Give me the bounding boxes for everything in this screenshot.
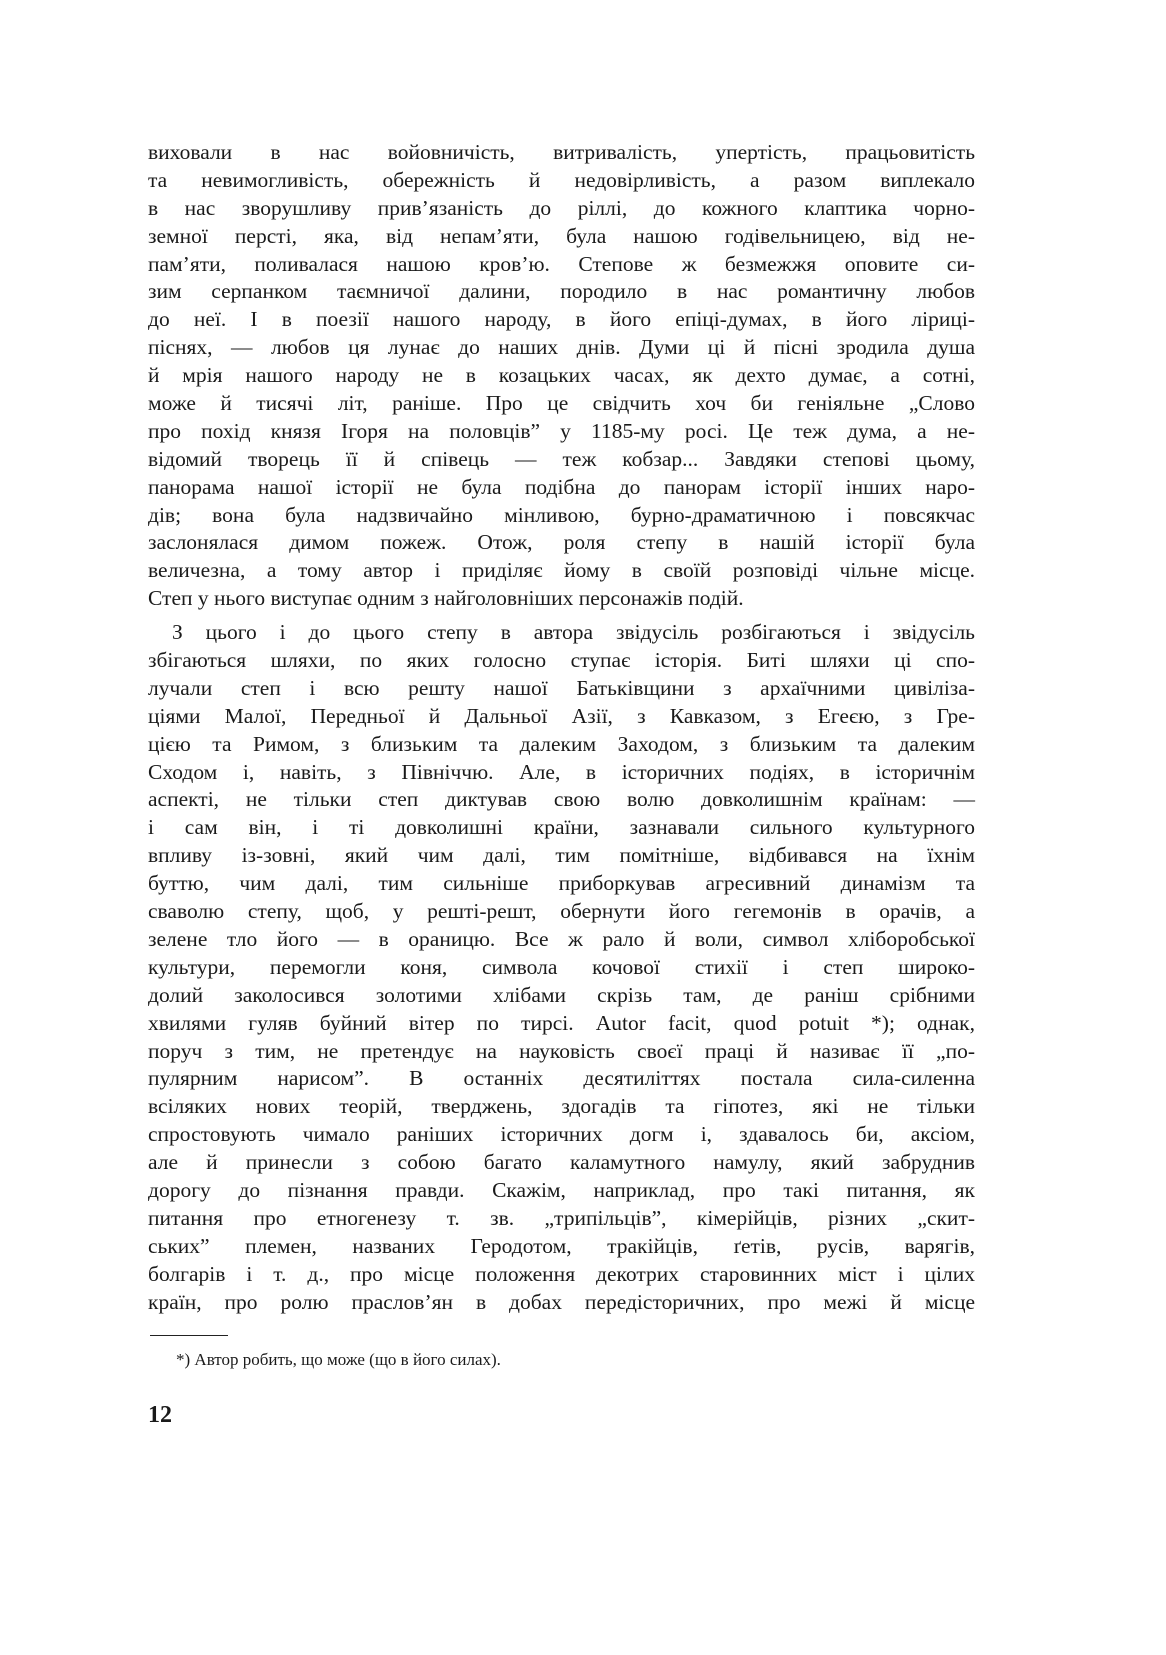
paragraph	[148, 139, 975, 613]
text-line: та невимогливість, обережність й недовірливість, а разом виплекало	[148, 167, 975, 192]
text-line: країн, про ролю праслов’ян в добах передісторичних, про межі й місце	[148, 1289, 975, 1314]
body-text	[148, 139, 975, 1322]
text-line: про похід князя Ігоря на половців” у 1185-му росі. Це теж дума, а не-	[148, 418, 975, 443]
paragraph	[148, 619, 975, 1316]
text-line: зелене тло його — в ораницю. Все ж рало й воли, символ хліборобської	[148, 926, 975, 951]
text-line: виховали в нас войовничість, витривалість, упертість, працьовитість	[148, 140, 975, 164]
text-line: Степ у нього виступає одним з найголовніших персонажів подій.	[148, 586, 744, 611]
text-line: Сходом і, навіть, з Північчю. Але, в історичних подіях, в історичнім	[148, 759, 975, 784]
text-line: ціями Малої, Передньої й Дальньої Азії, з Кавказом, з Егеєю, з Гре-	[148, 703, 975, 728]
text-line: аспекті, не тільки степ диктував свою волю довколишнім країнам: —	[148, 787, 975, 812]
text-line: може й тисячі літ, раніше. Про це свідчить хоч би геніяльне „Слово	[148, 391, 975, 416]
text-line: дів; вона була надзвичайно мінливою, бурно-драматичною і повсякчас	[148, 502, 975, 527]
text-line: зим серпанком таємничої далини, породило в нас романтичну любов	[148, 279, 975, 304]
text-line: З цього і до цього степу в автора звідусіль розбігаються і звідусіль	[172, 620, 975, 645]
text-line: ських” племен, названих Геродотом, тракійців, ґетів, русів, варягів,	[148, 1233, 975, 1258]
text-line: дорогу до пізнання правди. Скажім, наприклад, про такі питання, як	[148, 1177, 975, 1202]
text-line: заслонялася димом пожеж. Отож, роля степу в нашій історії була	[148, 530, 975, 555]
text-line: питання про етногенезу т. зв. „трипільців”, кімерійців, різних „скит-	[148, 1205, 975, 1230]
text-line: буттю, чим далі, тим сильніше приборкував агресивний динамізм та	[148, 871, 975, 896]
text-line: спростовують чимало раніших історичних догм і, здавалось би, аксіом,	[148, 1122, 975, 1147]
footnote: *) Автор робить, що може (що в його силах).	[176, 1350, 501, 1369]
text-line: поруч з тим, не претендує на науковість своєї праці й називає її „по-	[148, 1038, 975, 1063]
text-line: лучали степ і всю решту нашої Батьківщини з архаїчними цивіліза-	[148, 675, 975, 700]
text-line: величезна, а тому автор і приділяє йому в своїй розповіді чільне місце.	[148, 558, 975, 583]
text-line: земної персті, яка, від непам’яти, була нашою годівельницею, від не-	[148, 223, 975, 248]
text-line: пулярним нарисом”. В останніх десятиліттях постала сила-силенна	[148, 1066, 975, 1091]
text-line: відомий творець її й співець — теж кобзар... Завдяки степові цьому,	[148, 446, 975, 471]
text-line: й мрія нашого народу не в козацьких часах, як дехто думає, а сотні,	[148, 363, 975, 388]
page-number: 12	[148, 1402, 172, 1428]
text-line: до неї. І в поезії нашого народу, в його епіці-думах, в його ліриці-	[148, 307, 975, 332]
text-line: збігаються шляхи, по яких голосно ступає історія. Биті шляхи ці спо-	[148, 648, 975, 673]
footnote-rule	[150, 1335, 228, 1336]
text-line: пам’яти, поливалася нашою кров’ю. Степове ж безмежжя оповите си-	[148, 251, 975, 276]
text-line: впливу із-зовні, який чим далі, тим помітніше, відбивався на їхнім	[148, 843, 975, 868]
text-line: всіляких нових теорій, тверджень, здогадів та гіпотез, які не тільки	[148, 1094, 975, 1119]
text-line: але й принесли з собою багато каламутного намулу, який забруднив	[148, 1150, 975, 1175]
text-line: піснях, — любов ця лунає до наших днів. Думи ці й пісні зродила душа	[148, 335, 975, 360]
text-line: і сам він, і ті довколишні країни, зазнавали сильного культурного	[148, 815, 975, 840]
text-line: в нас зворушливу прив’язаність до ріллі, до кожного клаптика чорно-	[148, 195, 975, 220]
text-line: сваволю степу, щоб, у решті-решт, обернути його гегемонів в орачів, а	[148, 899, 975, 924]
text-line: цією та Римом, з близьким та далеким Заходом, з близьким та далеким	[148, 731, 975, 756]
text-line: хвилями гуляв буйний вітер по тирсі. Autor facit, quod potuit *); однак,	[148, 1010, 975, 1035]
text-line: панорама нашої історії не була подібна до панорам історії інших наро-	[148, 474, 975, 499]
text-line: долий заколосився золотими хлібами скрізь там, де раніш срібними	[148, 982, 975, 1007]
text-line: культури, перемогли коня, символа кочової стихії і степ широко-	[148, 954, 975, 979]
text-line: болгарів і т. д., про місце положення декотрих старовинних міст і цілих	[148, 1261, 975, 1286]
